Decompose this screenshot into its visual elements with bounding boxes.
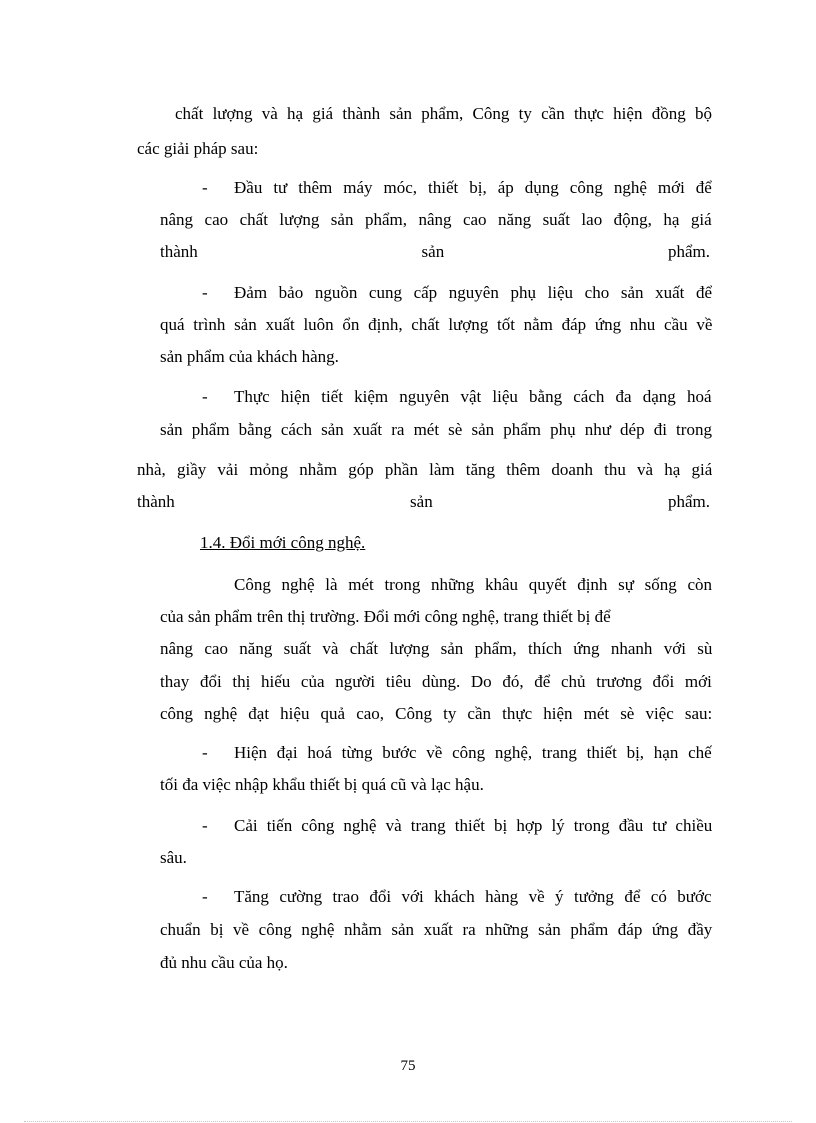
body-line: Đảm bảo nguồn cung cấp nguyên phụ liệu cho sản xuất để (234, 283, 713, 302)
body-line: Thực hiện tiết kiệm nguyên vật liệu bằng cách đa dạng hoá (234, 387, 712, 406)
bullet-marker: - (202, 743, 208, 762)
body-line: sản phẩm của khách hàng. (160, 347, 339, 366)
page-number: 75 (400, 1058, 416, 1074)
body-line: đủ nhu cầu của họ. (160, 953, 288, 972)
body-line: Cải tiến công nghệ và trang thiết bị hợp lý trong đầu tư chiều (234, 816, 713, 835)
bullet-marker: - (202, 887, 208, 906)
section-heading: 1.4. Đổi mới công nghệ. (200, 533, 366, 552)
body-line: Công nghệ là mét trong những khâu quyết định sự sống còn (234, 575, 713, 594)
word: phẩm. (667, 242, 710, 261)
body-line: sản phẩm bằng cách sản xuất ra mét sè sản phẩm phụ như dép đi trong (160, 420, 712, 439)
word: thành (137, 492, 175, 511)
body-line: thay đổi thị hiếu của người tiêu dùng. Do đó, để chủ trương đổi mới (160, 672, 712, 691)
body-line: Tăng cường trao đổi với khách hàng về ý tưởng để có bước (234, 887, 712, 906)
body-line: quá trình sản xuất luôn ổn định, chất lượng tốt nằm đáp ứng nhu cầu về (160, 315, 713, 334)
page-bottom-rule (24, 1121, 792, 1122)
body-line: chuẩn bị về công nghệ nhằm sản xuất ra những sản phẩm đáp ứng đầy (160, 920, 713, 939)
bullet-marker: - (202, 816, 208, 835)
body-line: nâng cao năng suất và chất lượng sản phẩm, thích ứng nhanh với sù (160, 639, 713, 658)
bullet-marker: - (202, 283, 208, 302)
justified-line (137, 492, 710, 512)
word: sản (410, 492, 433, 511)
justified-line (160, 242, 710, 262)
body-line: Đầu tư thêm máy móc, thiết bị, áp dụng công nghệ mới để (234, 178, 712, 197)
body-line: sâu. (160, 848, 187, 867)
body-line: tối đa việc nhập khẩu thiết bị quá cũ và lạc hậu. (160, 775, 484, 794)
body-line: nâng cao chất lượng sản phẩm, nâng cao năng suất lao động, hạ giá (160, 210, 712, 229)
body-line: nhà, giầy vải mỏng nhằm góp phần làm tăng thêm doanh thu và hạ giá (137, 460, 713, 479)
bullet-marker: - (202, 178, 208, 197)
word: thành (160, 242, 198, 261)
bullet-marker: - (202, 387, 208, 406)
body-line: chất lượng và hạ giá thành sản phẩm, Công ty cần thực hiện đồng bộ (175, 104, 712, 123)
body-line: các giải pháp sau: (137, 139, 259, 158)
body-line: Hiện đại hoá từng bước về công nghệ, trang thiết bị, hạn chế (234, 743, 712, 762)
body-line: của sản phẩm trên thị trường. Đổi mới công nghệ, trang thiết bị để (160, 607, 611, 626)
body-line: công nghệ đạt hiệu quả cao, Công ty cần thực hiện mét sè việc sau: (160, 704, 713, 723)
word: phẩm. (667, 492, 710, 511)
word: sản (421, 242, 445, 261)
